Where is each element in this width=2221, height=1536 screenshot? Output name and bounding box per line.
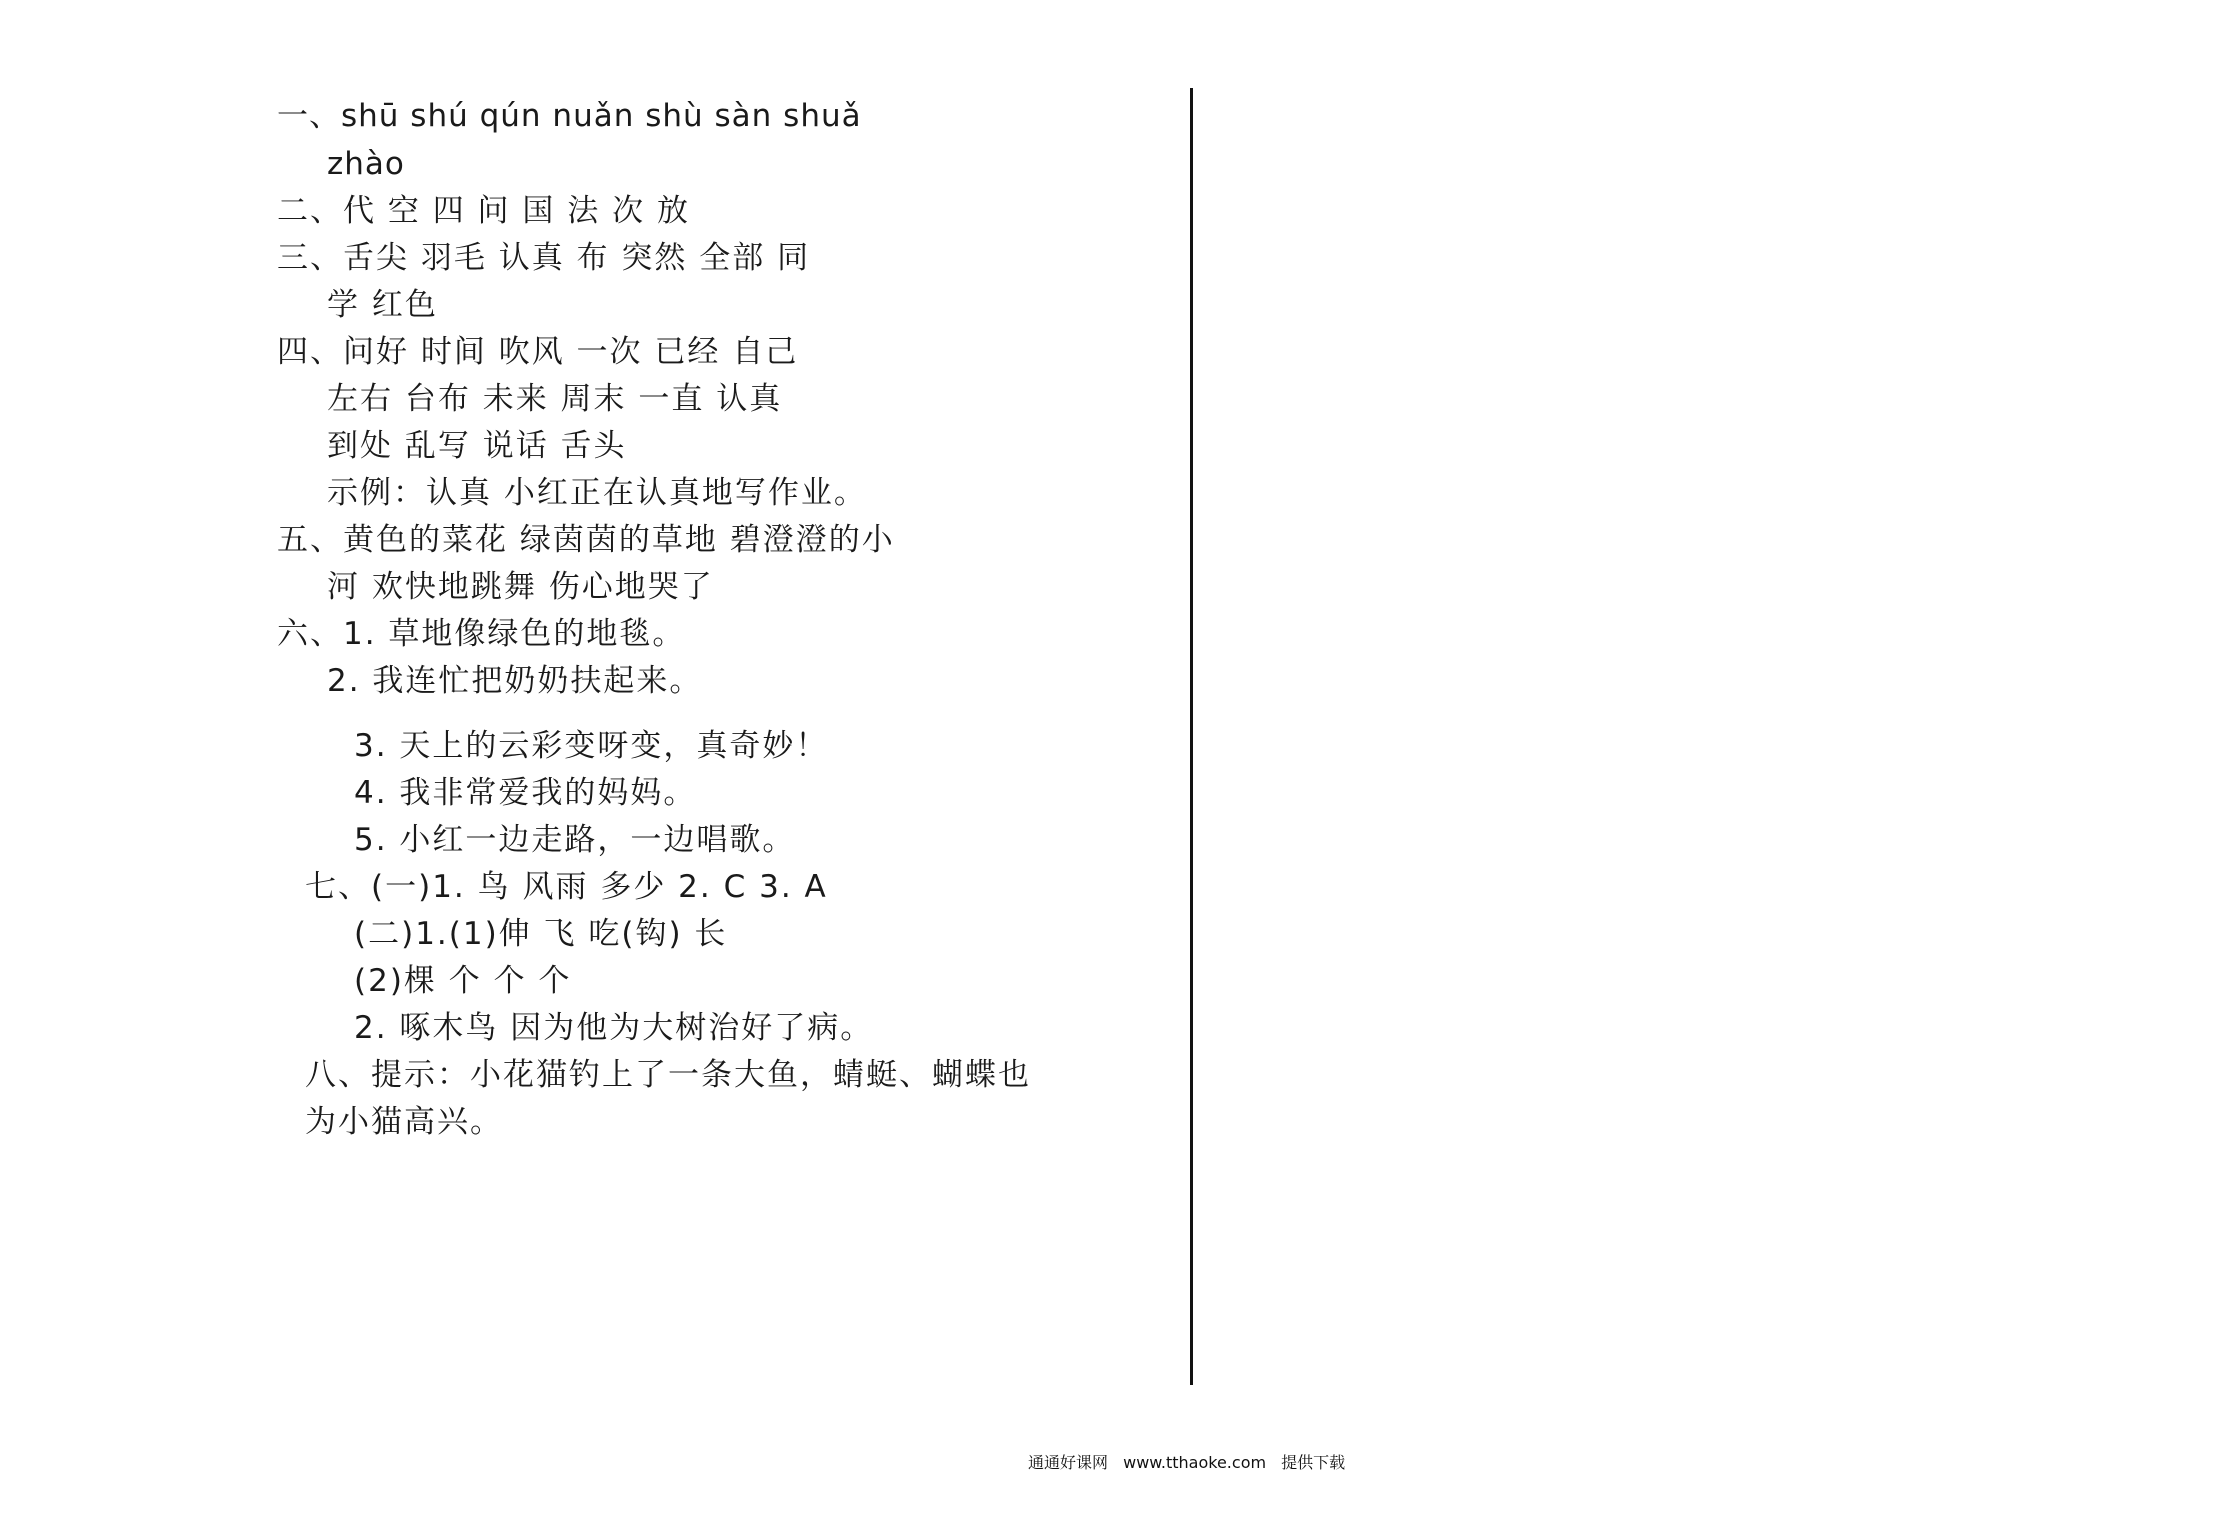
answer-7-line-4: 2. 啄木鸟 因为他为大树治好了病。 xyxy=(354,1010,874,1046)
answer-3-line-1: 三、舌尖 羽毛 认真 布 突然 全部 同 xyxy=(277,240,811,276)
answer-6-item-3: 3. 天上的云彩变呀变，真奇妙！ xyxy=(354,728,829,764)
answer-6-item-5: 5. 小红一边走路，一边唱歌。 xyxy=(354,822,796,858)
answer-5-line-1: 五、黄色的菜花 绿茵茵的草地 碧澄澄的小 xyxy=(277,522,895,558)
answer-1-line-2: zhào xyxy=(327,146,405,182)
footer-site-name: 通通好课网 xyxy=(1028,1453,1109,1472)
column-divider xyxy=(1190,88,1193,1385)
answer-8-line-2: 为小猫高兴。 xyxy=(305,1104,503,1140)
answer-4-line-2: 左右 台布 未来 周末 一直 认真 xyxy=(327,381,783,417)
answer-6-item-2: 2. 我连忙把奶奶扶起来。 xyxy=(327,663,703,699)
footer-url[interactable]: www.tthaoke.com xyxy=(1123,1453,1267,1472)
answer-6-item-4: 4. 我非常爱我的妈妈。 xyxy=(354,775,697,811)
answer-2-line-1: 二、代 空 四 问 国 法 次 放 xyxy=(277,193,690,229)
answer-5-line-2: 河 欢快地跳舞 伤心地哭了 xyxy=(327,569,714,605)
answer-4-example: 示例：认真 小红正在认真地写作业。 xyxy=(327,475,867,511)
answer-7-line-1: 七、(一)1. 鸟 风雨 多少 2. C 3. A xyxy=(305,869,828,905)
answer-4-line-3: 到处 乱写 说话 舌头 xyxy=(327,428,627,464)
footer-credit xyxy=(1028,1453,1345,1473)
answer-6-item-1: 六、1. 草地像绿色的地毯。 xyxy=(277,616,686,652)
answer-8-line-1: 八、提示：小花猫钓上了一条大鱼，蜻蜓、蝴蝶也 xyxy=(305,1057,1031,1093)
answer-4-line-1: 四、问好 时间 吹风 一次 已经 自己 xyxy=(277,334,799,370)
answer-7-line-2: (二)1.(1)伸 飞 吃(钩) 长 xyxy=(354,916,728,952)
answer-1-line-1: 一、shū shú qún nuǎn shù sàn shuǎ xyxy=(277,98,862,134)
answer-7-line-3: (2)棵 个 个 个 xyxy=(354,963,572,999)
answer-3-line-2: 学 红色 xyxy=(327,287,438,323)
footer-suffix: 提供下载 xyxy=(1281,1453,1346,1472)
